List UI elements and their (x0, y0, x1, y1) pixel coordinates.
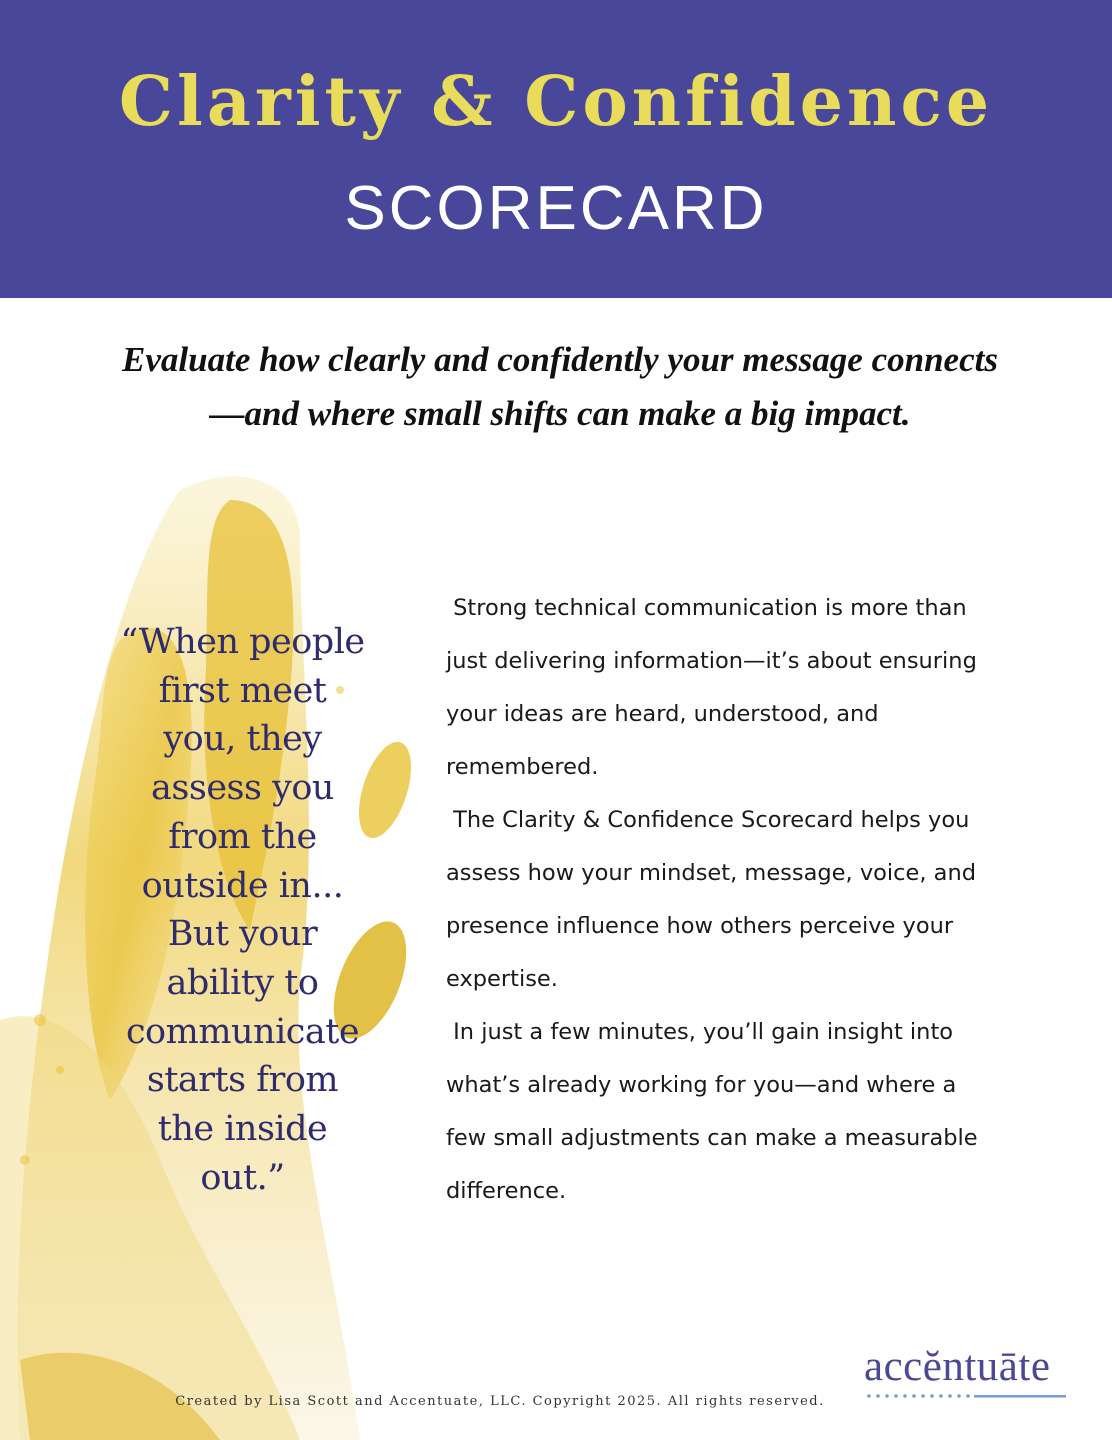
quote-line: the inside (157, 1109, 328, 1150)
body-line: In just a few minutes, you’ll gain insight into (446, 1019, 954, 1045)
body-line: just delivering information—it’s about ensuring (446, 648, 977, 674)
quote-line: “When people (120, 622, 365, 662)
page-subtitle: SCORECARD (344, 174, 768, 243)
quote-line: first meet (158, 670, 327, 711)
quote-line: assess you (151, 768, 334, 809)
body-line: presence influence how others perceive your (446, 913, 954, 939)
header-banner (0, 0, 1112, 298)
quote-line: out.” (200, 1157, 285, 1198)
quote-line: ability to (166, 962, 319, 1003)
intro-paragraphs (446, 582, 1046, 1218)
body-line: assess how your mindset, message, voice, and (446, 860, 977, 886)
quote-line: starts from (146, 1060, 339, 1101)
body-line: remembered. (446, 754, 599, 780)
body-line: few small adjustments can make a measurable (446, 1125, 978, 1151)
logo-wordmark: accĕntuāte (864, 1343, 1051, 1390)
pull-quote (100, 618, 385, 1202)
quote-line: from the (168, 816, 317, 857)
body-line: what’s already working for you—and where a (446, 1072, 957, 1098)
tagline (60, 333, 1060, 441)
quote-line: But your (167, 914, 318, 955)
page-title: Clarity & Confidence (118, 62, 994, 142)
quote-line: you, they (163, 719, 322, 760)
tagline-line: Evaluate how clearly and confidently your message connects (122, 340, 998, 379)
copyright-footer: Created by Lisa Scott and Accentuate, LLC. Copyright 2025. All rights reserved. (175, 1394, 825, 1409)
body-line: difference. (446, 1178, 567, 1204)
body-line: The Clarity & Confidence Scorecard helps you (446, 807, 970, 833)
quote-line: communicate (125, 1011, 360, 1052)
body-line: expertise. (446, 966, 558, 992)
tagline-line: —and where small shifts can make a big impact. (209, 394, 911, 433)
quote-line: outside in... (141, 865, 344, 906)
body-line: Strong technical communication is more than (446, 595, 967, 621)
body-line: your ideas are heard, understood, and (446, 701, 879, 727)
